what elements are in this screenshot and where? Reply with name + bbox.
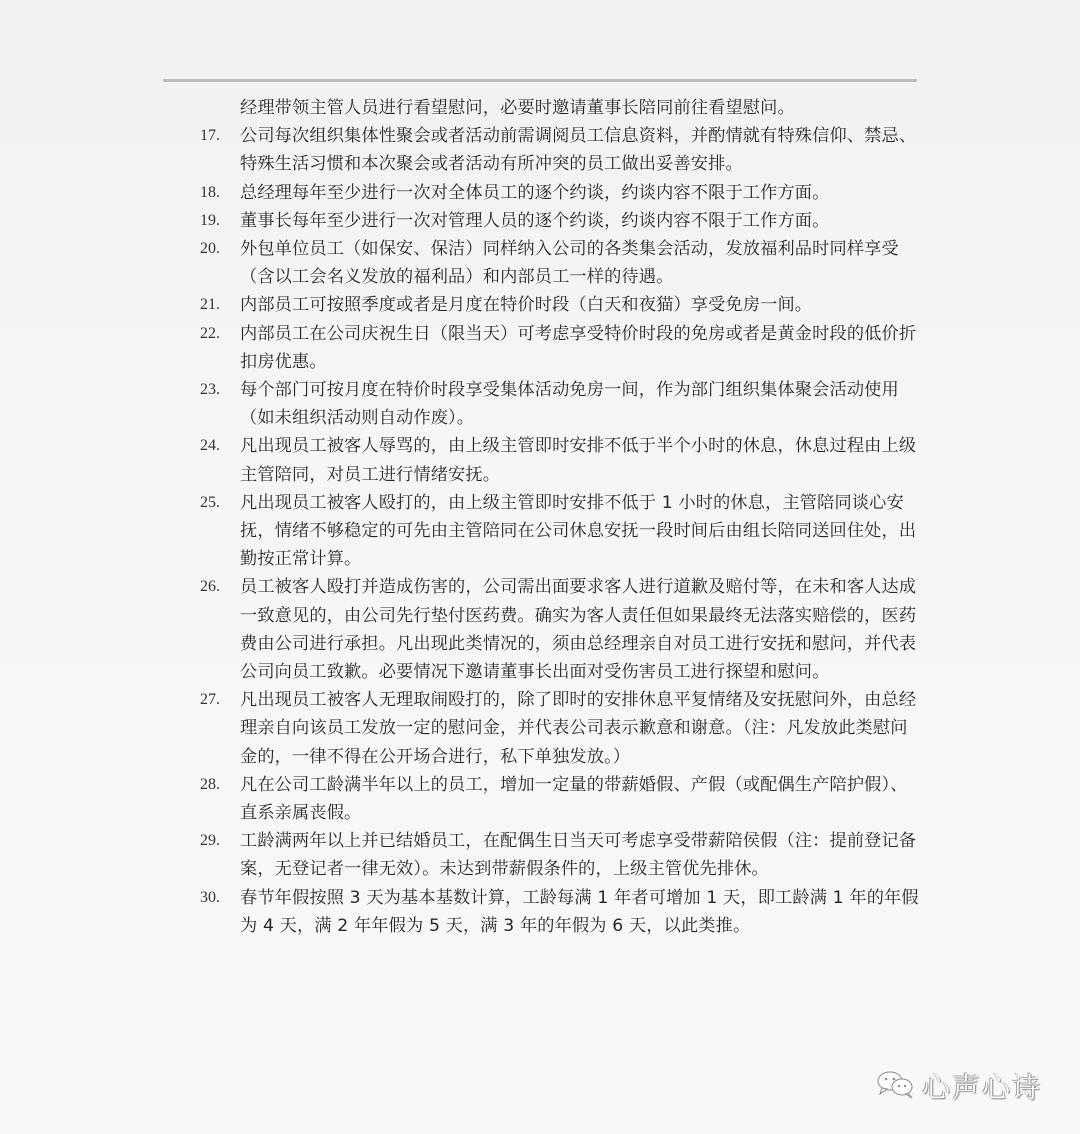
list-item (200, 827, 920, 883)
item-text: 凡出现员工被客人辱骂的，由上级主管即时安排不低于半个小时的休息，休息过程由上级主管陪同，对员工进行情绪安抚。 (240, 436, 917, 485)
item-number: 19. (200, 211, 220, 229)
item-number: 17. (200, 127, 220, 145)
item-number: 18. (200, 183, 220, 201)
item-number: 28. (200, 775, 220, 793)
item-text: 总经理每年至少进行一次对全体员工的逐个约谈，约谈内容不限于工作方面。 (240, 182, 830, 203)
item-text: 工龄满两年以上并已结婚员工，在配偶生日当天可考虑享受带薪陪侯假（注：提前登记备案，无登记者一律无效）。未达到带薪假条件的，上级主管优先排休。 (240, 831, 917, 880)
item-number: 30. (200, 888, 220, 906)
top-divider (163, 79, 917, 82)
list-item (200, 686, 920, 771)
item-number: 24. (200, 437, 220, 455)
item-number: 22. (200, 324, 220, 342)
list-item (200, 122, 920, 178)
item-text: 春节年假按照 3 天为基本基数计算，工龄每满 1 年者可增加 1 天，即工龄满 1 年的年假为 4 天，满 2 年年假为 5 天，满 3 年的年假为 6 天，以此类推。 (240, 887, 919, 936)
item-number: 20. (200, 240, 220, 258)
list-item (200, 207, 920, 235)
list-item (200, 573, 920, 686)
list-item (200, 432, 920, 488)
list-item (200, 291, 920, 319)
document-body (200, 94, 920, 940)
item-text: 凡出现员工被客人无理取闹殴打的，除了即时的安排休息平复情绪及安抚慰问外，由总经理亲自向该员工发放一定的慰问金，并代表公司表示歉意和谢意。（注：凡发放此类慰问金的，一律不得在公开场合进行，私下单独发放。） (240, 690, 917, 767)
list-item (200, 771, 920, 827)
item-text: 员工被客人殴打并造成伤害的，公司需出面要求客人进行道歉及赔付等，在未和客人达成一致意见的，由公司先行垫付医药费。确实为客人责任但如果最终无法落实赔偿的，医药费由公司进行承担。凡出现此类情况的，须由总经理亲自对员工进行安抚和慰问，并代表公司向员工致歉。必要情况下邀请董事长出面对受伤害员工进行探望和慰问。 (240, 577, 917, 683)
item-number: 26. (200, 578, 220, 596)
item-number: 25. (200, 493, 220, 511)
list-item (200, 884, 920, 940)
item-text: 每个部门可按月度在特价时段享受集体活动免房一间，作为部门组织集体聚会活动使用（如未组织活动则自动作废）。 (240, 380, 899, 429)
item-text: 内部员工可按照季度或者是月度在特价时段（白天和夜猫）享受免房一间。 (240, 295, 813, 316)
item-number: 23. (200, 381, 220, 399)
item-text: 董事长每年至少进行一次对管理人员的逐个约谈，约谈内容不限于工作方面。 (240, 210, 830, 231)
watermark-text: 心声心诗 (921, 1071, 1042, 1104)
wechat-icon (876, 1069, 916, 1103)
list-item (200, 320, 920, 376)
item-number: 27. (200, 691, 220, 709)
list-item (200, 235, 920, 291)
item-text: 内部员工在公司庆祝生日（限当天）可考虑享受特价时段的免房或者是黄金时段的低价折扣房优惠。 (240, 323, 917, 372)
item-number: 29. (200, 832, 220, 850)
item-text: 公司每次组织集体性聚会或者活动前需调阅员工信息资料，并酌情就有特殊信仰、禁忌、特殊生活习惯和本次聚会或者活动有所冲突的员工做出妥善安排。 (240, 126, 917, 175)
list-item (200, 376, 920, 432)
item-text: 凡在公司工龄满半年以上的员工，增加一定量的带薪婚假、产假（或配偶生产陪护假）、直系亲属丧假。 (240, 774, 908, 824)
watermark (876, 1066, 1042, 1106)
continuation-paragraph: 经理带领主管人员进行看望慰问，必要时邀请董事长陪同前往看望慰问。 (240, 98, 795, 118)
item-text: 外包单位员工（如保安、保洁）同样纳入公司的各类集会活动，发放福利品时同样享受（含以工会名义发放的福利品）和内部员工一样的待遇。 (240, 239, 899, 288)
list-item (200, 179, 920, 207)
item-text: 凡出现员工被客人殴打的，由上级主管即时安排不低于 1 小时的休息，主管陪同谈心安抚，情绪不够稳定的可先由主管陪同在公司休息安抚一段时间后由组长陪同送回住处，出勤按正常计算。 (240, 492, 917, 570)
list-item (200, 489, 920, 574)
item-number: 21. (200, 296, 220, 314)
